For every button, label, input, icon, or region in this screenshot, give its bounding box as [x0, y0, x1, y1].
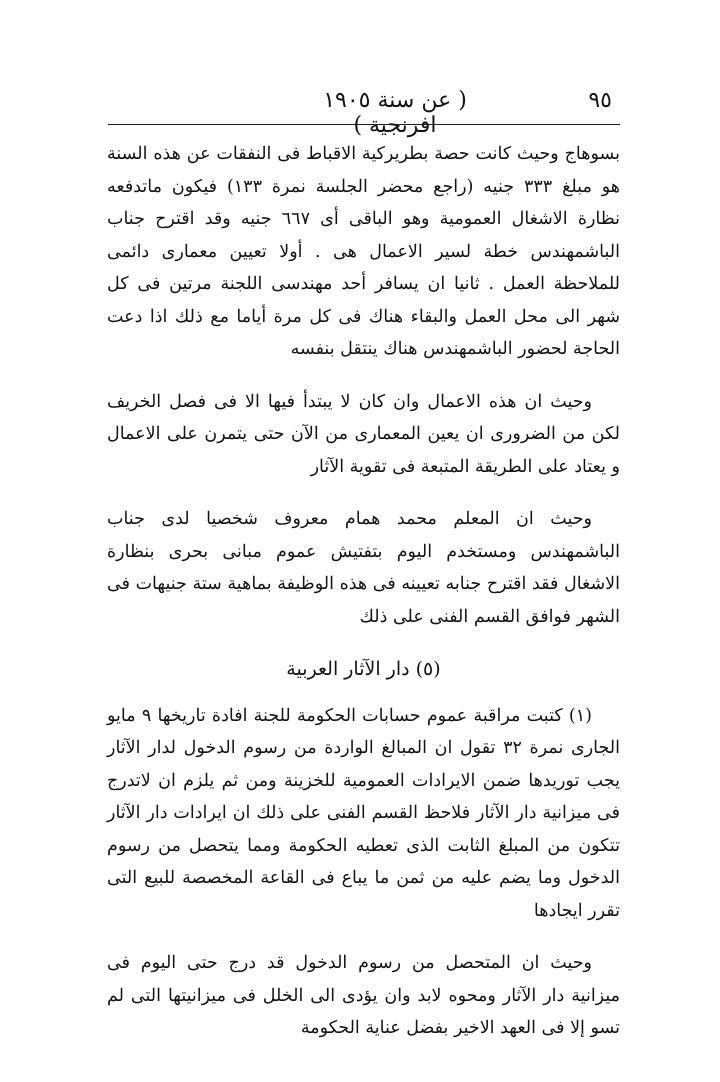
page-header: [110, 82, 620, 138]
section-paragraph-2: وحيث ان المتحصل من رسوم الدخول قد درج حتى اليوم فى ميزانية دار الآثار ومحوه لابد وان يؤدى الى الخلل فى ميزانيتها التى لم تسو إلا فى العهد الاخير بفضل عناية الحكومة: [107, 953, 620, 1038]
body-text: [107, 138, 620, 1065]
header-rule: [108, 124, 620, 125]
section-paragraph-1: (١) كتبت مراقبة عموم حسابات الحكومة للجنة افادة تاريخها ٩ مايو الجارى نمرة ٣٢ تقول ان المبالغ الواردة من رسوم الدخول لدار الآثار يجب توريدها ضمن الايرادات العمومية للخزينة ومن ثم يلزم ان لاتدرج فى ميزانية دار الآثار فلاحظ القسم الفنى على ذلك ان ايرادات دار الآثار تتكون من المبلغ الثابت الذى تعطيه الحكومة ومما يتحصل من رسوم الدخول وما يضم عليه من ثمن ما يباع فى القاعة المخصصة للبيع التى تقرر ايجادها: [107, 705, 620, 921]
paragraph-3: وحيث ان المعلم محمد همام معروف شخصيا لدى جناب الباشمهندس ومستخدم اليوم بتفتيش عموم مبانى بحرى بنظارة الاشغال فقد اقترح جنابه تعيينه فى هذه الوظيفة بماهية ستة جنيهات فى الشهر فوافق القسم الفنى على ذلك: [107, 509, 620, 627]
page-number: ٩٥: [588, 88, 612, 113]
section-heading: (٥) دار الآثار العربية: [286, 658, 441, 680]
paragraph-2: وحيث ان هذه الاعمال وان كان لا يبتدأ فيها الا فى فصل الخريف لكن من الضرورى ان يعين المعمارى من الآن حتى يتمرن على الاعمال و يعتاد على الطريقة المتبعة فى تقوية الآثار: [107, 391, 620, 477]
running-head: ( عن سنة ١٩٠٥ افرنجية ): [323, 88, 467, 138]
paragraph-1: بسوهاج وحيث كانت حصة بطريركية الاقباط فى النفقات عن هذه السنة هو مبلغ ٣٣٣ جنيه (راجع محضر الجلسة نمرة ١٣٣) فيكون ماتدفعه نظارة الاشغال العمومية وهو الباقى أى ٦٦٧ جنيه وقد اقترح جناب الباشمهندس خطة لسير الاعمال هى . أولا تعيين معمارى دائمى للملاحظة العمل . ثانيا ان يسافر أحد مهندسى اللجنة مرتين فى كل شهر الى محل العمل والبقاء هناك فى كل مرة أياما مع ذلك اذا دعت الحاجة لحضور الباشمهندس هناك ينتقل بنفسه: [107, 144, 620, 359]
